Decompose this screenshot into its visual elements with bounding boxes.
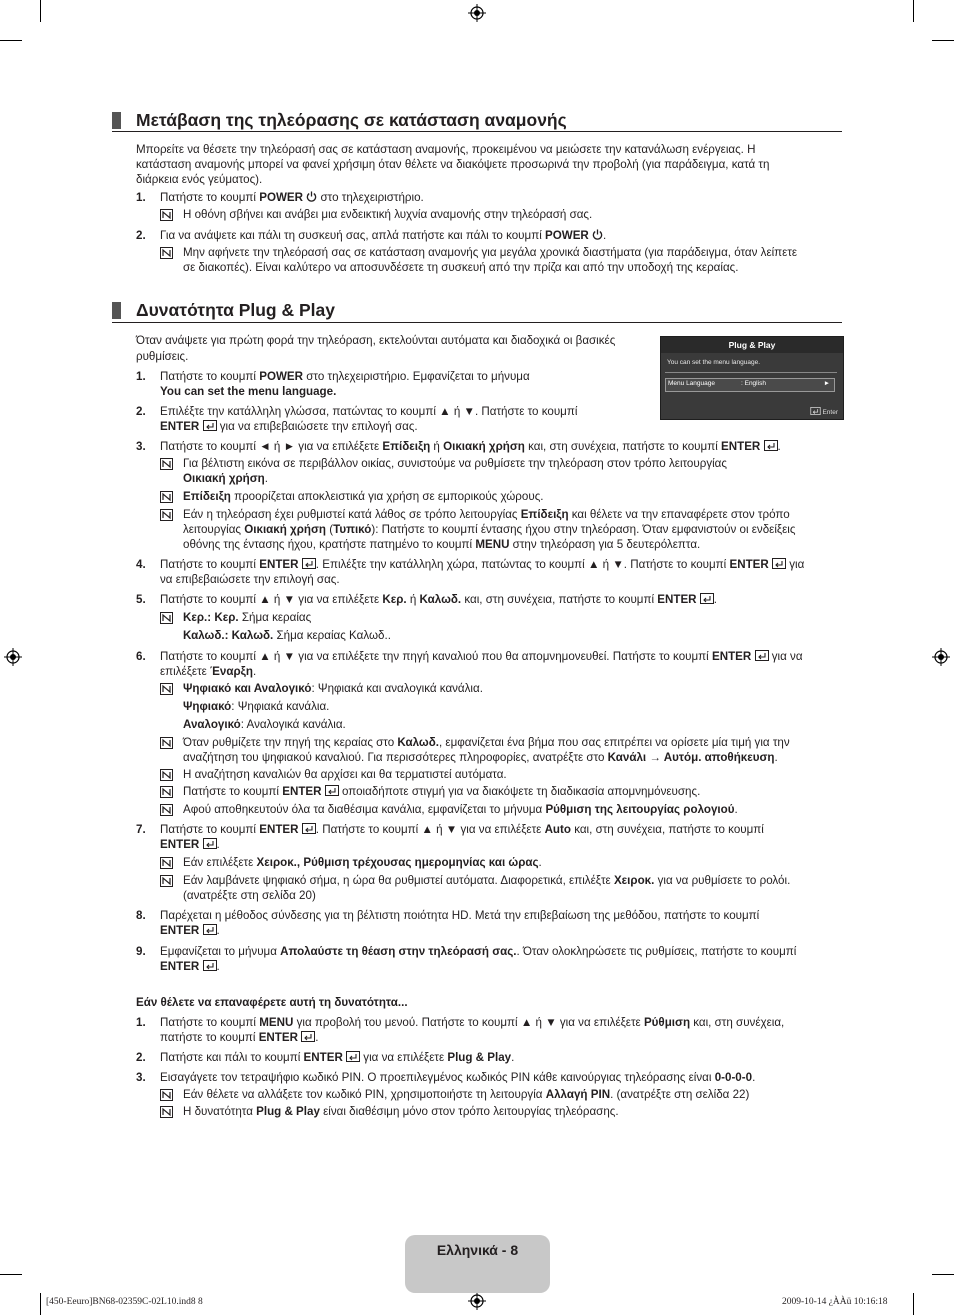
- note-text: Ψηφιακό και Αναλογικό: Ψηφιακά και αναλογικά κανάλια.: [183, 682, 483, 695]
- note-text: Αφού αποθηκευτούν όλα τα διαθέσιμα κανάλια, εμφανίζεται το μήνυμα Ρύθμιση της λειτουργίας ρολογιού.: [183, 803, 738, 816]
- note-icon: [160, 247, 173, 259]
- section-title: Μετάβαση της τηλεόρασης σε κατάσταση αναμονής: [112, 110, 567, 131]
- print-slug-left: [450-Eeuro]BN68-02359C-02L10.ind8 8: [46, 1297, 203, 1307]
- enter-icon: [203, 838, 217, 849]
- note-text: Ψηφιακό: Ψηφιακά κανάλια.: [183, 700, 330, 713]
- step-number: 2.: [136, 1051, 146, 1064]
- step-text: Πατήστε το κουμπί ◄ ή ► για να επιλέξετε Επίδειξη ή Οικιακή χρήση και, στη συνέχεια, πατήστε το κουμπί ENTER .: [160, 440, 781, 453]
- enter-icon: [755, 650, 769, 661]
- enter-icon: [302, 558, 316, 569]
- step-text: Πατήστε το κουμπί POWER στο τηλεχειριστήριο.: [160, 191, 424, 204]
- power-icon: [592, 229, 603, 240]
- note-icon: [160, 1106, 173, 1118]
- step-text: Πατήστε το κουμπί ▲ ή ▼ για να επιλέξετε Κερ. ή Καλωδ. και, στη συνέχεια, πατήστε το κουμπί ENTER .: [160, 593, 718, 606]
- step-text: Πατήστε το κουμπί ENTER . Επιλέξτε την κατάλληλη χώρα, πατώντας το κουμπί ▲ ή ▼. Πατήστε το κουμπί ENTER για: [160, 558, 805, 571]
- enter-icon: [301, 1031, 315, 1042]
- note-icon: [160, 491, 173, 503]
- note-text: Πατήστε το κουμπί ENTER οποιαδήποτε στιγμή για να διακόψετε τη διαδικασία απομνημόνευσης.: [183, 785, 701, 798]
- step-number: 5.: [136, 593, 146, 606]
- note-text: Όταν ρυθμίζετε την πηγή της κεραίας στο Καλωδ., εμφανίζεται ένα βήμα που σας επιτρέπει να ορίσετε μία τιμή για την: [183, 736, 790, 749]
- registration-mark-icon: [468, 4, 486, 22]
- note-text: Εάν η τηλεόραση έχει ρυθμιστεί κατά λάθος σε τρόπο λειτουργίας Επίδειξη και θέλετε να την επαναφέρετε στον τρόπο: [183, 508, 790, 521]
- note-text: Για βέλτιστη εικόνα σε περιβάλλον οικίας, συνιστούμε να ρυθμίσετε την τηλεόραση στον τρόπο λειτουργίας: [183, 457, 727, 470]
- step-number: 6.: [136, 650, 146, 663]
- divider: [112, 131, 842, 132]
- enter-icon: [203, 960, 217, 971]
- step-number: 8.: [136, 909, 146, 922]
- note-text: Κερ.: Κερ. Σήμα κεραίας: [183, 611, 312, 624]
- note-icon: [160, 769, 173, 781]
- paragraph: Όταν ανάψετε για πρώτη φορά την τηλεόραση, εκτελούνται αυτόματα και διαδοχικά οι βασικές: [136, 334, 616, 347]
- osd-separator: [665, 372, 837, 373]
- crop-mark: [40, 0, 41, 22]
- osd-menu-language-row: [665, 378, 835, 392]
- step-number: 3.: [136, 1071, 146, 1084]
- enter-icon: [810, 407, 821, 415]
- paragraph: διάρκεια ενός γεύματος).: [136, 173, 263, 186]
- note-icon: [160, 737, 173, 749]
- step-text: Πατήστε το κουμπί MENU για προβολή του μενού. Πατήστε το κουμπί ▲ ή ▼ για να επιλέξετε Ρύθμιση και, στη συνέχεια,: [160, 1016, 785, 1029]
- crop-mark: [0, 1274, 22, 1275]
- power-icon: [306, 191, 317, 202]
- crop-mark: [932, 1274, 954, 1275]
- enter-icon: [325, 785, 339, 796]
- step-number: 1.: [136, 191, 146, 204]
- paragraph: ρυθμίσεις.: [136, 350, 189, 363]
- note-icon: [160, 857, 173, 869]
- note-text: (ανατρέξτε στη σελίδα 20): [183, 889, 316, 902]
- note-text: Επίδειξη προορίζεται αποκλειστικά για χρήση σε εμπορικούς χώρους.: [183, 490, 544, 503]
- print-slug-right: 2009-10-14 ¿ÀÀü 10:16:18: [782, 1297, 888, 1307]
- note-text: Καλωδ.: Καλωδ. Σήμα κεραίας Καλωδ..: [183, 629, 391, 642]
- note-icon: [160, 875, 173, 887]
- page-number-tab: [405, 1235, 550, 1293]
- enter-icon: [764, 440, 778, 451]
- note-icon: [160, 804, 173, 816]
- paragraph: Μπορείτε να θέσετε την τηλεόρασή σας σε κατάσταση αναμονής, προκειμένου να μειώσετε την κατανάλωση ενέργειας. Η: [136, 143, 756, 156]
- step-text: Παρέχεται η μέθοδος σύνδεσης για τη βέλτιστη ποιότητα HD. Μετά την επιβεβαίωση της μεθόδου, πατήστε το κουμπί: [160, 909, 760, 922]
- step-number: 2.: [136, 405, 146, 418]
- note-text: οθόνης της έντασης ήχου, κρατήστε πατημένο το κουμπί MENU στην τηλεόραση για 5 δευτερόλεπτα.: [183, 538, 701, 551]
- step-number: 2.: [136, 229, 146, 242]
- step-text: ENTER για να επιβεβαιώσετε την επιλογή σας.: [160, 420, 418, 433]
- crop-mark: [913, 0, 914, 22]
- note-text: Εάν λαμβάνετε ψηφιακό σήμα, η ώρα θα ρυθμιστεί αυτόματα. Διαφορετικά, επιλέξτε Χειροκ. για να ρυθμίσετε το ρολόι.: [183, 874, 791, 887]
- step-number: 4.: [136, 558, 146, 571]
- osd-screen: [660, 336, 844, 420]
- reset-heading: Εάν θέλετε να επαναφέρετε αυτή τη δυνατότητα...: [136, 996, 408, 1009]
- title-bar-marker: [112, 302, 121, 319]
- note-text: Αναλογικό: Αναλογικά κανάλια.: [183, 718, 346, 731]
- enter-icon: [700, 593, 714, 604]
- note-text: Μην αφήνετε την τηλεόρασή σας σε κατάσταση αναμονής για μεγάλα χρονικά διαστήματα (για παράδειγμα, όταν λείπετε: [183, 246, 798, 259]
- step-number: 1.: [136, 1016, 146, 1029]
- osd-message: You can set the menu language.: [667, 359, 760, 366]
- note-icon: [160, 683, 173, 695]
- note-icon: [160, 612, 173, 624]
- note-icon: [160, 509, 173, 521]
- paragraph: κατάσταση αναμονής μπορεί να φανεί χρήσιμη όταν θέλετε να διακόψετε προσωρινά την προβολή (για παράδειγμα, κατά τη: [136, 158, 770, 171]
- registration-mark-icon: [468, 1292, 486, 1310]
- enter-icon: [203, 420, 217, 431]
- section-title: Δυνατότητα Plug & Play: [112, 300, 335, 321]
- note-text: Οικιακή χρήση.: [183, 472, 268, 485]
- osd-footer: Enter: [810, 407, 838, 416]
- crop-mark: [40, 1293, 41, 1315]
- note-icon: [160, 209, 173, 221]
- step-number: 7.: [136, 823, 146, 836]
- osd-right-arrow-icon: ►: [823, 380, 830, 387]
- step-text: Εμφανίζεται το μήνυμα Απολαύστε τη θέαση στην τηλεόρασή σας.. Όταν ολοκληρώσετε τις ρυθμίσεις, πατήστε το κουμπί: [160, 945, 797, 958]
- step-text: ENTER .: [160, 960, 220, 973]
- step-text: Για να ανάψετε και πάλι τη συσκευή σας, απλά πατήστε και πάλι το κουμπί POWER .: [160, 229, 607, 242]
- osd-title: Plug & Play: [661, 337, 843, 353]
- step-text: Πατήστε το κουμπί ENTER . Πατήστε το κουμπί ▲ ή ▼ για να επιλέξετε Auto και, στη συνέχεια, πατήστε το κουμπί: [160, 823, 764, 836]
- registration-mark-icon: [4, 648, 22, 666]
- step-text: ENTER .: [160, 924, 220, 937]
- note-text: λειτουργίας Οικιακή χρήση (Τυπικό): Πατήστε το κουμπί έντασης ήχου στην τηλεόραση. Όταν εμφανιστούν οι ενδείξεις: [183, 523, 796, 536]
- crop-mark: [0, 40, 22, 41]
- registration-mark-icon: [932, 648, 950, 666]
- crop-mark: [932, 40, 954, 41]
- enter-icon: [203, 924, 217, 935]
- step-number: 1.: [136, 370, 146, 383]
- step-text: πατήστε το κουμπί ENTER .: [160, 1031, 319, 1044]
- step-text: επιλέξετε Έναρξη.: [160, 665, 257, 678]
- enter-icon: [346, 1051, 360, 1062]
- note-icon: [160, 786, 173, 798]
- step-text: You can set the menu language.: [160, 385, 337, 398]
- osd-row-value: : English: [741, 380, 766, 387]
- note-text: Η δυνατότητα Plug & Play είναι διαθέσιμη μόνο στον τρόπο λειτουργίας τηλεόρασης.: [183, 1105, 619, 1118]
- step-text: να επιβεβαιώσετε την επιλογή σας.: [160, 573, 340, 586]
- step-text: Πατήστε και πάλι το κουμπί ENTER για να επιλέξετε Plug & Play.: [160, 1051, 515, 1064]
- step-text: Πατήστε το κουμπί POWER στο τηλεχειριστήριο. Εμφανίζεται το μήνυμα: [160, 370, 530, 383]
- enter-icon: [302, 823, 316, 834]
- divider: [112, 322, 842, 323]
- note-text: Η οθόνη σβήνει και ανάβει μια ενδεικτική λυχνία αναμονής στην τηλεόρασή σας.: [183, 208, 593, 221]
- note-icon: [160, 458, 173, 470]
- note-text: αναζήτηση του ψηφιακού καναλιού. Για περισσότερες πληροφορίες, ανατρέξτε στο Κανάλι → Αυτόμ. αποθήκευση.: [183, 751, 778, 764]
- note-text: σε διακοπές). Είναι καλύτερο να αποσυνδέσετε τη συσκευή από την πρίζα και από την υποδοχή της κεραίας.: [183, 261, 739, 274]
- step-number: 3.: [136, 440, 146, 453]
- note-icon: [160, 1089, 173, 1101]
- osd-row-label: Menu Language: [668, 380, 715, 387]
- page-number: Ελληνικά - 8: [436, 1242, 519, 1258]
- note-text: Εάν θέλετε να αλλάξετε τον κωδικό PIN, χρησιμοποιήστε τη λειτουργία Αλλαγή PIN. (ανατρέξτε στη σελίδα 22): [183, 1088, 750, 1101]
- step-text: Πατήστε το κουμπί ▲ ή ▼ για να επιλέξετε την πηγή καναλιού που θα απομνημονευθεί. Πατήστε το κουμπί ENTER για να: [160, 650, 803, 663]
- step-text: ENTER .: [160, 838, 220, 851]
- step-text: Εισαγάγετε τον τετραψήφιο κωδικό PIN. Ο προεπιλεγμένος κωδικός PIN κάθε καινούργιας τηλεόρασης είναι 0-0-0-0.: [160, 1071, 756, 1084]
- title-bar-marker: [112, 112, 121, 129]
- note-text: Η αναζήτηση καναλιών θα αρχίσει και θα τερματιστεί αυτόματα.: [183, 768, 507, 781]
- step-number: 9.: [136, 945, 146, 958]
- enter-icon: [772, 558, 786, 569]
- note-text: Εάν επιλέξετε Χειροκ., Ρύθμιση τρέχουσας ημερομηνίας και ώρας.: [183, 856, 542, 869]
- crop-mark: [913, 1293, 914, 1315]
- step-text: Επιλέξτε την κατάλληλη γλώσσα, πατώντας το κουμπί ▲ ή ▼. Πατήστε το κουμπί: [160, 405, 578, 418]
